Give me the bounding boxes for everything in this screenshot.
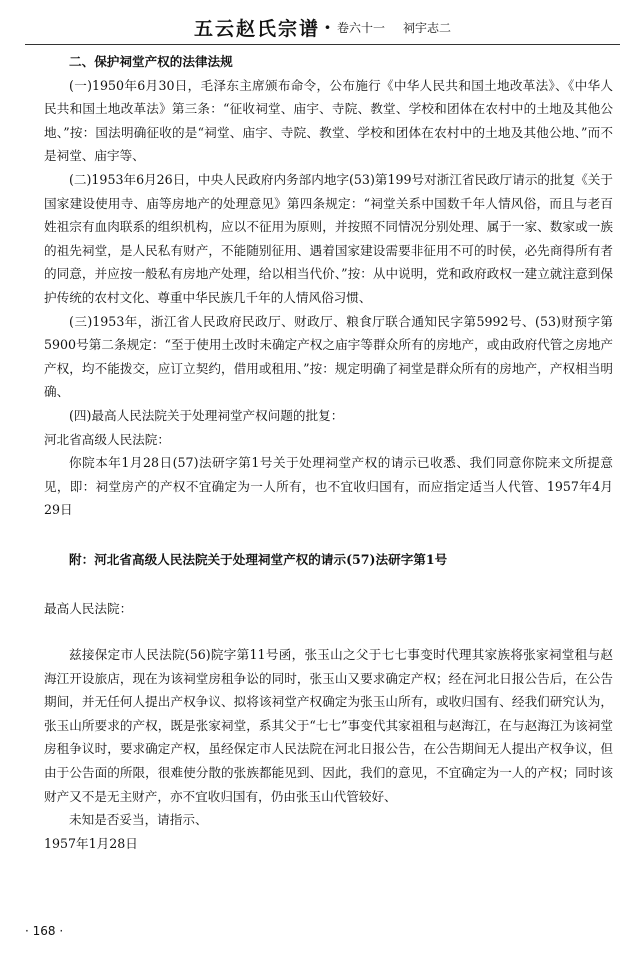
volume-label: 卷六十一 (336, 20, 385, 35)
appendix-addressee: 最高人民法院： (44, 601, 133, 617)
paragraph-interior-ministry-reply: (二)1953年6月26日，中央人民政府内务部内地字(53)第199号对浙江省民政厅请示的批复《关于国家建设使用寺、庙等房地产的处理意见》第四条规定：“祠堂关系中国数千年人情风俗，而且与老百姓祖宗有血肉联系的组织机构，应以不征用为原则，并按照不同情况分别处理、属于一家、数家或一族的祖先祠堂，是人民私有财产，不能随别征用、遇着国家建设需要非征用不可的时侯，必先商得所有者的同意，并应按一般私有房地产处理，给以相当代价、”按：从中说明，党和政府政权一建立就注意到保护传统的农村文化、尊重中华民族几千年的人情风俗习惯、 (44, 171, 613, 305)
spacer (44, 522, 613, 548)
chapter-label: 祠宇志二 (402, 20, 451, 35)
book-title: 五云赵氏宗谱 (193, 17, 320, 40)
paragraph-addressee: 河北省高级人民法院： (44, 431, 170, 447)
spacer (44, 621, 613, 643)
paragraph-supreme-court-reply: 你院本年1月28日(57)法研字第1号关于处理祠堂产权的请示已收悉、我们同意你院来文所提意见，即：祠堂房产的产权不宜确定为一人所有，也不宜收归国有，而应指定适当人代管、1957年4月29日 (44, 455, 613, 518)
appendix-date: 1957年1月28日 (44, 835, 138, 851)
section-heading: 二、保护祠堂产权的法律法规 (69, 54, 233, 69)
spacer (44, 571, 613, 597)
appendix-body: 兹接保定市人民法院(56)院字第11号函，张玉山之父于七七事变时代理其家族将张家祠堂租与赵海江开设旅店，现在为该祠堂房租争讼的同时，张玉山又要求确定产权；经在河北日报公告后，在公告期间，并无任何人提出产权争议、拟将该祠堂产权确定为张玉山所有，或收归国有、经我们研究认为，张玉山所要求的产权，既是张家祠堂，系其父于“七七”事变代其家祖租与赵海江，在与赵海江为该祠堂房租争议时，要求确定产权，虽经保定市人民法院在河北日报公告，在公告期间无人提出产权争议，但由于公告面的所限，很难使分散的张族都能见到、因此，我们的意见，不宜确定为一人的产权；同时该财产又不是无主财产，亦不宜收归国有，仍由张玉山代管较好、 (44, 647, 613, 804)
appendix-closing: 未知是否妥当，请指示、 (69, 812, 208, 828)
paragraph-zhejiang-notice: (三)1953年，浙江省人民政府民政厅、财政厅、粮食厅联合通知民字第5992号、(53)财预字第5900号第二条规定：“至于使用土改时未确定产权之庙宇等群众所有的房地产，或由政府代管之房地产产权，均不能拨交，应订立契约，借用或租用、”按：规定明确了祠堂是群众所有的房地产，产权相当明确、 (44, 313, 613, 400)
document-body (44, 50, 613, 855)
appendix-title: 附：河北省高级人民法院关于处理祠堂产权的请示(57)法研字第1号 (69, 551, 448, 567)
header-separator: · (324, 15, 331, 39)
paragraph-land-reform-law: (一)1950年6月30日，毛泽东主席颁布命令，公布施行《中华人民共和国土地改革法》、《中华人民共和国土地改革法》第三条：“征收祠堂、庙宇、寺院、教堂、学校和团体在农村中的土地及其他公地、”按：国法明确征收的是“祠堂、庙宇、寺院、教堂、学校和团体在农村中的土地及其他公地、”而不是祠堂、庙宇等、 (44, 77, 613, 164)
page-header (25, 10, 620, 45)
paragraph-supreme-court-heading: (四)最高人民法院关于处理祠堂产权问题的批复： (69, 407, 344, 423)
page-number: · 168 · (25, 924, 64, 938)
